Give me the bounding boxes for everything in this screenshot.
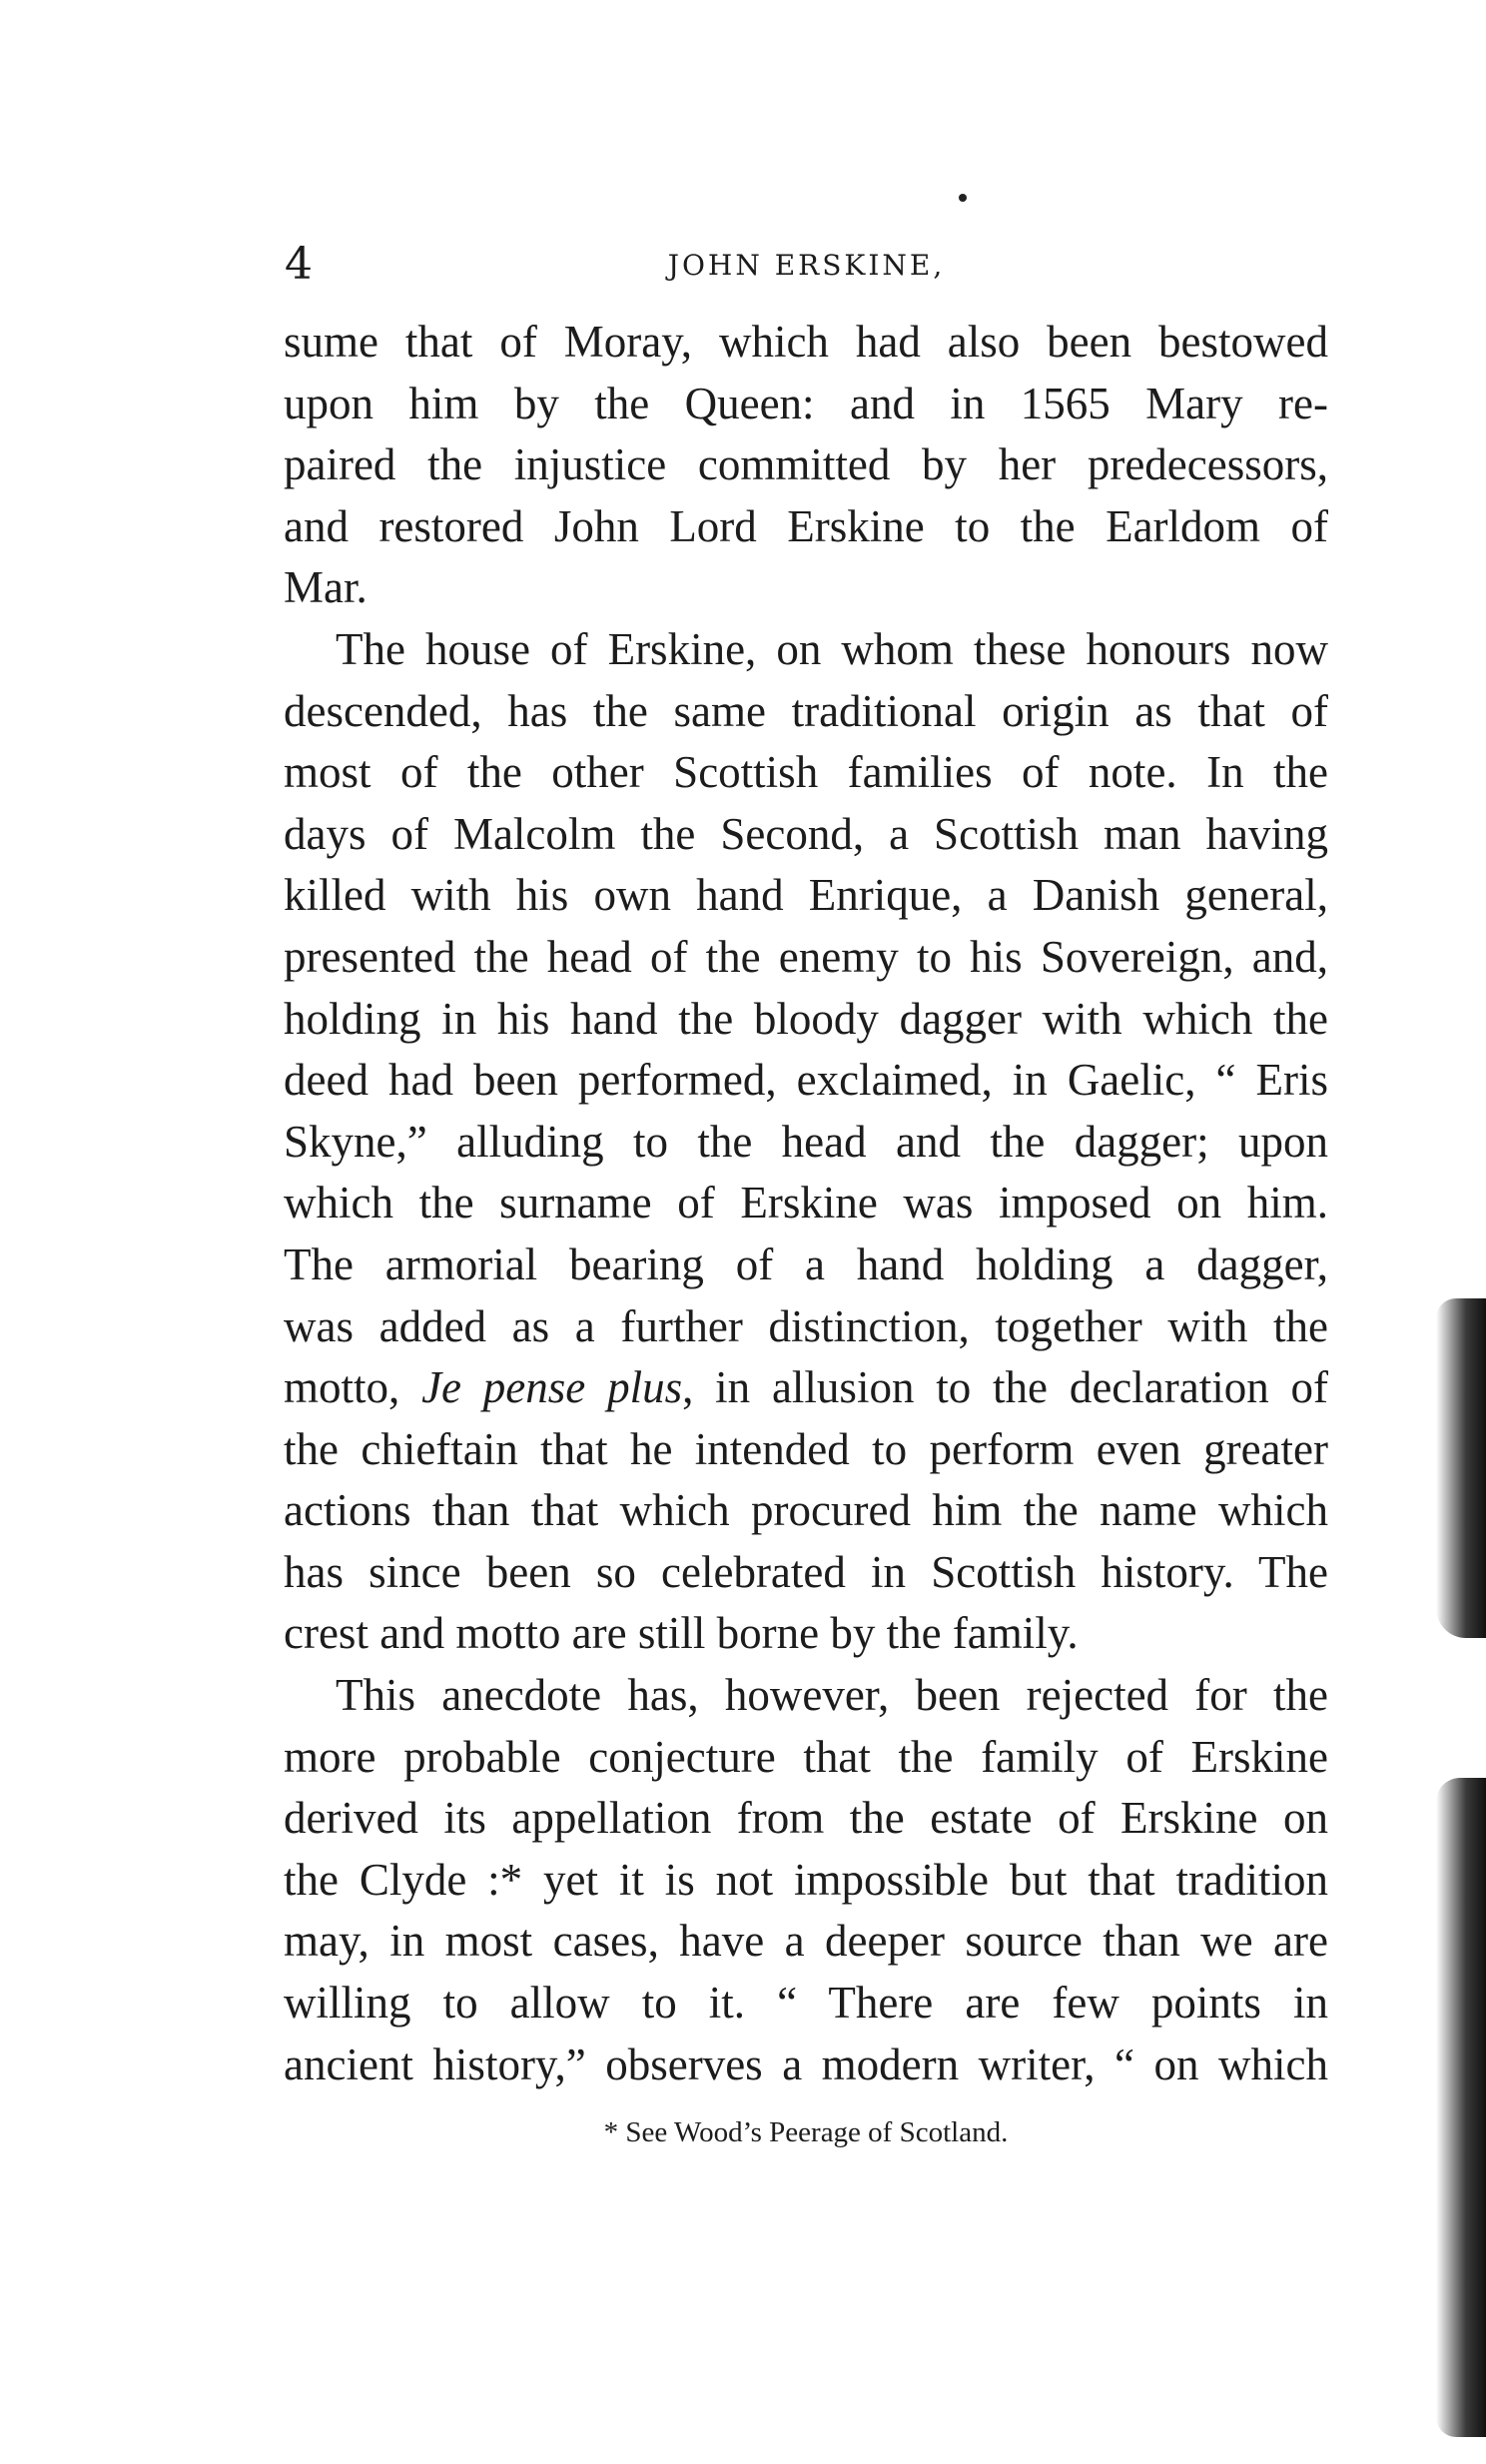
text-line: willing to allow to it. “ There are few points in bbox=[284, 1978, 1328, 2029]
text-line: has since been so celebrated in Scottish history. The bbox=[284, 1546, 1328, 1597]
text-line: actions than that which procured him the name which bbox=[284, 1485, 1328, 1536]
paragraph-3 bbox=[284, 1665, 1328, 2095]
page-edge-shadow bbox=[1436, 1778, 1486, 2437]
text-line: may, in most cases, have a deeper source than we are bbox=[284, 1916, 1328, 1967]
printer-mark bbox=[959, 194, 967, 202]
paragraph-2 bbox=[284, 619, 1328, 1665]
text-line: Skyne,” alluding to the head and the dagger; upon bbox=[284, 1116, 1328, 1167]
page-number: 4 bbox=[285, 239, 313, 290]
text-line: derived its appellation from the estate of Erskine on bbox=[284, 1793, 1328, 1844]
text-line: This anecdote has, however, been rejected for the bbox=[336, 1670, 1328, 1721]
text-line: was added as a further distinction, together with the bbox=[284, 1300, 1328, 1351]
text-line: holding in his hand the bloody dagger with which the bbox=[284, 993, 1328, 1044]
motto-text: Je pense plus bbox=[421, 1362, 683, 1413]
text-line: most of the other Scottish families of note. In the bbox=[284, 747, 1328, 798]
motto-line-start: motto, bbox=[284, 1362, 422, 1413]
text-line: the Clyde :* yet it is not impossible but that tradition bbox=[284, 1854, 1328, 1905]
text-line: the chieftain that he intended to perform even greater bbox=[284, 1423, 1328, 1474]
text-line: presented the head of the enemy to his Sovereign, and, bbox=[284, 931, 1328, 982]
text-line: killed with his own hand Enrique, a Danish general, bbox=[284, 870, 1328, 921]
text-line: The house of Erskine, on whom these honours now bbox=[336, 623, 1328, 674]
text-line: more probable conjecture that the family of Erskine bbox=[284, 1731, 1328, 1782]
text-line: paired the injustice committed by her predecessors, bbox=[284, 439, 1328, 490]
text-line: The armorial bearing of a hand holding a dagger, bbox=[284, 1238, 1328, 1289]
text-line: deed had been performed, exclaimed, in Gaelic, “ Eris bbox=[284, 1055, 1328, 1106]
running-head: JOHN ERSKINE, bbox=[667, 249, 946, 282]
text-line: days of Malcolm the Second, a Scottish man having bbox=[284, 808, 1328, 859]
motto-line-end: , in allusion to the declaration of bbox=[682, 1362, 1328, 1413]
text-line: and restored John Lord Erskine to the Earldom of bbox=[284, 500, 1328, 551]
text-line: upon him by the Queen: and in 1565 Mary re- bbox=[284, 378, 1328, 428]
text-line: ancient history,” observes a modern writer, “ on which bbox=[284, 2039, 1328, 2089]
text-line: crest and motto are still borne by the family. bbox=[284, 1608, 1079, 1659]
body-text bbox=[284, 312, 1328, 2095]
text-line: sume that of Moray, which had also been bestowed bbox=[284, 317, 1328, 367]
motto-line bbox=[284, 1357, 1328, 1419]
page-header bbox=[285, 240, 1328, 290]
footnote: * See Wood’s Peerage of Scotland. bbox=[603, 2116, 1009, 2148]
text-line: which the surname of Erskine was imposed on him. bbox=[284, 1178, 1328, 1229]
page-edge-shadow bbox=[1436, 1298, 1486, 1638]
paragraph-1 bbox=[284, 312, 1328, 619]
text-line: Mar. bbox=[284, 562, 368, 613]
text-line: descended, has the same traditional origin as that of bbox=[284, 685, 1328, 736]
